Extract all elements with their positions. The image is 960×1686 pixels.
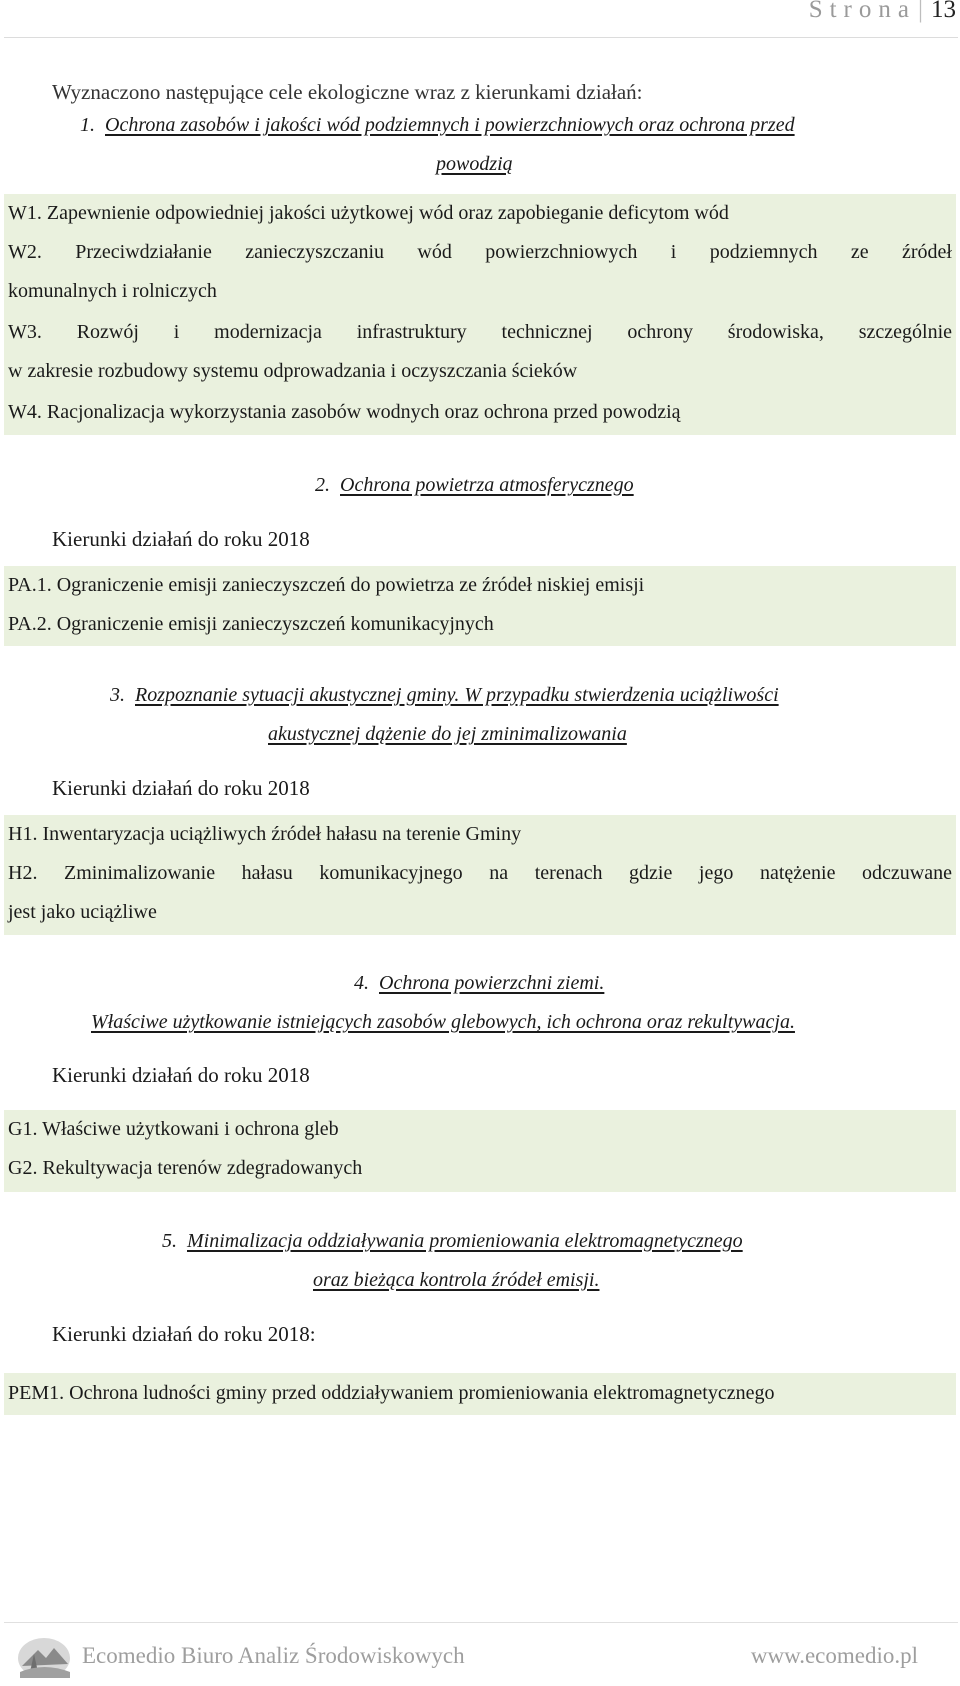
goal-w3-cont: w zakresie rozbudowy systemu odprowadzania i oczyszczania ścieków xyxy=(8,360,578,382)
section-4-title-line-1: Ochrona powierzchni ziemi. xyxy=(379,972,605,994)
section-2-title: Ochrona powietrza atmosferycznego xyxy=(340,474,634,496)
section-2-heading xyxy=(315,474,634,497)
page-number: 13 xyxy=(931,0,956,23)
section-5-heading xyxy=(162,1230,743,1253)
ecomedio-logo-icon xyxy=(16,1632,72,1680)
footer-company: Ecomedio Biuro Analiz Środowiskowych xyxy=(82,1643,465,1668)
section-3-number: 3. xyxy=(110,684,125,706)
goal-pem1: PEM1. Ochrona ludności gminy przed oddziaływaniem promieniowania elektromagnetycznego xyxy=(8,1382,775,1404)
section-3-heading xyxy=(110,684,779,707)
section-3-directions-label: Kierunki działań do roku 2018 xyxy=(52,776,310,800)
page-word: Strona xyxy=(808,0,916,23)
section-4-title-line-2: Właściwe użytkowanie istniejących zasobów glebowych, ich ochrona oraz rekultywacja. xyxy=(91,1011,795,1033)
section-5-heading-cont xyxy=(313,1269,599,1292)
section-1-title-line-2: powodzią xyxy=(436,153,513,175)
goal-w4: W4. Racjonalizacja wykorzystania zasobów wodnych oraz ochrona przed powodzią xyxy=(8,401,681,423)
footer-divider xyxy=(4,1622,958,1623)
section-4-heading xyxy=(354,972,604,995)
goal-h1: H1. Inwentaryzacja uciążliwych źródeł hałasu na terenie Gminy xyxy=(8,823,522,845)
goal-w2-cont: komunalnych i rolniczych xyxy=(8,280,217,302)
goal-w3: W3. Rozwój i modernizacja infrastruktury technicznej ochrony środowiska, szczególnie xyxy=(8,321,952,343)
goal-w1: W1. Zapewnienie odpowiedniej jakości użytkowej wód oraz zapobieganie deficytom wód xyxy=(8,202,729,224)
goal-pa2: PA.2. Ograniczenie emisji zanieczyszczeń komunikacyjnych xyxy=(8,613,494,635)
goal-pa1: PA.1. Ograniczenie emisji zanieczyszczeń do powietrza ze źródeł niskiej emisji xyxy=(8,574,645,596)
section-5-number: 5. xyxy=(162,1230,177,1252)
section-3-title-line-2: akustycznej dążenie do jej zminimalizowania xyxy=(268,723,627,745)
section-5-directions-label: Kierunki działań do roku 2018: xyxy=(52,1322,316,1346)
intro-text: Wyznaczono następujące cele ekologiczne wraz z kierunkami działań: xyxy=(52,80,643,104)
page-header: Strona| 13 xyxy=(809,0,956,24)
goal-g1: G1. Właściwe użytkowani i ochrona gleb xyxy=(8,1118,339,1140)
section-5-title-line-1: Minimalizacja oddziaływania promieniowania elektromagnetycznego xyxy=(187,1230,743,1252)
section-1-number: 1. xyxy=(80,114,95,136)
section-5-title-line-2: oraz bieżąca kontrola źródeł emisji. xyxy=(313,1269,600,1291)
section-1-heading-cont xyxy=(436,153,513,176)
section-2-number: 2. xyxy=(315,474,330,496)
section-4-number: 4. xyxy=(354,972,369,994)
goal-h2: H2. Zminimalizowanie hałasu komunikacyjnego na terenach gdzie jego natężenie odczuwane xyxy=(8,862,952,884)
footer-website-link[interactable]: www.ecomedio.pl xyxy=(750,1643,918,1668)
header-divider xyxy=(4,37,958,38)
section-3-title-line-1: Rozpoznanie sytuacji akustycznej gminy. W przypadku stwierdzenia uciążliwości xyxy=(135,684,779,706)
section-2-directions-label: Kierunki działań do roku 2018 xyxy=(52,527,310,551)
goal-h2-cont: jest jako uciążliwe xyxy=(8,901,157,923)
section-4-heading-cont xyxy=(91,1011,795,1034)
goal-w2: W2. Przeciwdziałanie zanieczyszczaniu wód powierzchniowych i podziemnych ze źródeł xyxy=(8,241,952,263)
section-4-directions-label: Kierunki działań do roku 2018 xyxy=(52,1063,310,1087)
goal-g2: G2. Rekultywacja terenów zdegradowanych xyxy=(8,1157,363,1179)
section-1-heading xyxy=(80,114,795,137)
section-3-heading-cont xyxy=(268,723,627,746)
section-1-title-line-1: Ochrona zasobów i jakości wód podziemnych i powierzchniowych oraz ochrona przed xyxy=(105,114,795,136)
